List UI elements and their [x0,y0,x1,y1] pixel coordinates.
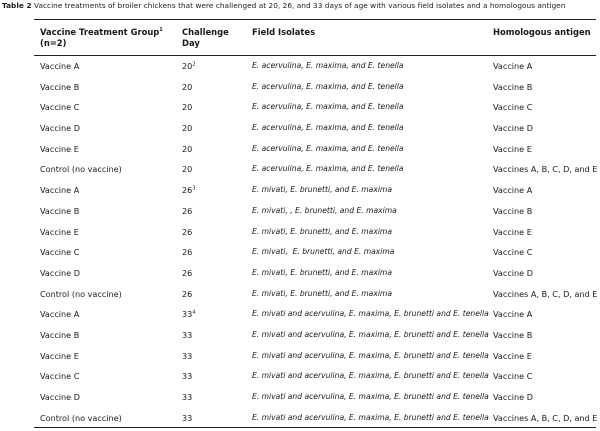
cell-day-value: 26 [182,247,193,258]
cell-field-isolates: E. mivati and acervulina, E. maxima, E. brunetti and E. tenella [252,392,489,401]
cell-homologous-antigen: Vaccine A [493,185,533,196]
cell-challenge-day [182,102,192,112]
cell-day-footnote: 2 [192,61,196,68]
cell-treatment-group: Vaccine C [40,102,80,113]
cell-treatment-group: Vaccine A [40,185,80,196]
table-row [0,96,600,117]
cell-field-isolates: E. mivati and acervulina, E. maxima, E. brunetti and E. tenella [252,371,489,381]
cell-day-value: 20 [182,164,193,175]
cell-challenge-day [182,309,196,319]
cell-homologous-antigen: Vaccine B [493,81,533,92]
cell-challenge-day [182,413,192,423]
cell-homologous-antigen: Vaccine A [493,309,533,320]
cell-field-isolates: E. acervulina, E. maxima, and E. tenella [252,81,404,91]
cell-treatment-group: Control (no vaccine) [40,288,122,299]
cell-day-value: 26 [182,226,193,237]
cell-homologous-antigen: Vaccine E [493,350,532,361]
table-row [0,386,600,407]
cell-homologous-antigen: Vaccines A, B, C, D, and E [493,164,598,175]
cell-day-value: 20 [182,61,193,71]
cell-treatment-group: Vaccine B [40,205,80,216]
cell-homologous-antigen: Vaccines A, B, C, D, and E [493,412,598,423]
top-rule [34,19,596,20]
cell-homologous-antigen: Vaccine E [493,226,532,237]
cell-treatment-group: Control (no vaccine) [40,164,122,175]
cell-challenge-day [182,82,192,92]
cell-homologous-antigen: Vaccine A [493,61,533,71]
table-row [0,303,600,324]
header-field-isolates: Field Isolates [252,27,316,37]
cell-day-footnote: 3 [192,185,196,192]
table-row [0,158,600,179]
table-row [0,55,600,76]
cell-field-isolates: E. mivati, , E. brunetti, and E. maxima [252,205,397,215]
cell-homologous-antigen: Vaccine B [493,205,533,216]
table-row [0,76,600,97]
table-row [0,324,600,345]
table-row [0,138,600,159]
cell-day-value: 33 [182,371,193,382]
caption-label: Table 2 [2,1,32,10]
cell-field-isolates: E. mivati and acervulina, E. maxima, E. brunetti and E. tenella [252,329,489,339]
header-treatment-group [40,27,163,49]
cell-challenge-day [182,371,192,381]
cell-homologous-antigen: Vaccine C [493,371,533,382]
cell-challenge-day [182,289,192,299]
cell-day-value: 33 [182,412,193,423]
cell-challenge-day [182,206,192,216]
cell-challenge-day [182,123,192,133]
cell-treatment-group: Vaccine B [40,81,80,92]
cell-treatment-group: Vaccine C [40,247,80,258]
cell-homologous-antigen: Vaccine D [493,123,533,134]
cell-day-value: 26 [182,185,193,196]
cell-field-isolates: E. mivati, E. brunetti, and E. maxima [252,288,392,298]
cell-treatment-group: Vaccine E [40,143,79,154]
cell-field-isolates: E. acervulina, E. maxima, and E. tenella [252,164,404,174]
cell-field-isolates: E. mivati, E. brunetti, and E. maxima [252,185,392,195]
cell-challenge-day [182,330,192,340]
cell-field-isolates: E. mivati, E. brunetti, and E. maxima [252,267,392,277]
cell-field-isolates: E. mivati, E. brunetti, and E. maxima [252,226,392,236]
table-caption [2,1,600,11]
cell-treatment-group: Vaccine A [40,309,80,320]
header-group-footnote: 1 [159,27,163,34]
cell-challenge-day [182,164,192,174]
cell-homologous-antigen: Vaccine B [493,329,533,340]
table-row [0,345,600,366]
cell-day-value: 26 [182,267,193,278]
table-body [0,55,600,427]
header-day-line2: Day [182,38,200,48]
cell-homologous-antigen: Vaccine E [493,143,532,154]
cell-day-value: 33 [182,392,193,402]
cell-treatment-group: Vaccine E [40,226,79,237]
cell-homologous-antigen: Vaccine C [493,247,533,258]
caption-text: Vaccine treatments of broiler chickens that were challenged at 20, 26, and 33 days of age with various field isolates and a homologous antigen [33,1,566,10]
bottom-rule [34,427,596,428]
cell-challenge-day [182,268,192,278]
header-challenge-day [182,27,229,49]
cell-homologous-antigen: Vaccine C [493,102,533,113]
table-row [0,262,600,283]
cell-day-footnote: 4 [192,309,196,316]
header-day-line1: Challenge [182,27,229,37]
cell-treatment-group: Vaccine D [40,392,80,402]
cell-treatment-group: Vaccine D [40,267,80,278]
table-row [0,117,600,138]
cell-field-isolates: E. mivati and acervulina, E. maxima, E. brunetti and E. tenella [252,350,489,360]
cell-challenge-day [182,144,192,154]
cell-field-isolates: E. mivati and acervulina, E. maxima, E. brunetti and E. tenella [252,412,489,422]
cell-day-value: 33 [182,329,193,340]
table-header [0,22,600,54]
cell-day-value: 20 [182,102,193,113]
cell-day-value: 26 [182,288,193,299]
cell-treatment-group: Vaccine D [40,123,80,134]
header-group-line2: (n=2) [40,38,67,48]
table-row [0,221,600,242]
header-group-line1: Vaccine Treatment Group [40,27,160,37]
cell-field-isolates: E. mivati and acervulina, E. maxima, E. brunetti and E. tenella [252,309,489,319]
cell-challenge-day [182,351,192,361]
table-row [0,241,600,262]
cell-field-isolates: E. mivati, E. brunetti, and E. maxima [252,247,395,257]
cell-day-value: 20 [182,81,193,92]
header-homologous-antigen: Homologous antigen [493,27,591,37]
cell-homologous-antigen: Vaccines A, B, C, D, and E [493,288,598,299]
cell-day-value: 26 [182,205,193,216]
cell-day-value: 33 [182,309,193,320]
cell-day-value: 20 [182,143,193,154]
cell-challenge-day [182,185,196,195]
cell-challenge-day [182,227,192,237]
cell-treatment-group: Vaccine B [40,329,80,340]
cell-treatment-group: Control (no vaccine) [40,412,122,423]
cell-field-isolates: E. acervulina, E. maxima, and E. tenella [252,123,404,133]
cell-challenge-day [182,392,192,402]
table-row [0,283,600,304]
cell-field-isolates: E. acervulina, E. maxima, and E. tenella [252,61,404,70]
cell-homologous-antigen: Vaccine D [493,267,533,278]
cell-day-value: 33 [182,350,193,361]
cell-field-isolates: E. acervulina, E. maxima, and E. tenella [252,143,404,153]
cell-treatment-group: Vaccine E [40,350,79,361]
cell-homologous-antigen: Vaccine D [493,392,533,402]
table-row [0,179,600,200]
cell-challenge-day [182,61,196,71]
cell-treatment-group: Vaccine C [40,371,80,382]
cell-challenge-day [182,247,192,257]
table-row [0,200,600,221]
cell-day-value: 20 [182,123,193,134]
cell-treatment-group: Vaccine A [40,61,80,71]
cell-field-isolates: E. acervulina, E. maxima, and E. tenella [252,102,404,112]
table-row [0,365,600,386]
table-row [0,407,600,428]
